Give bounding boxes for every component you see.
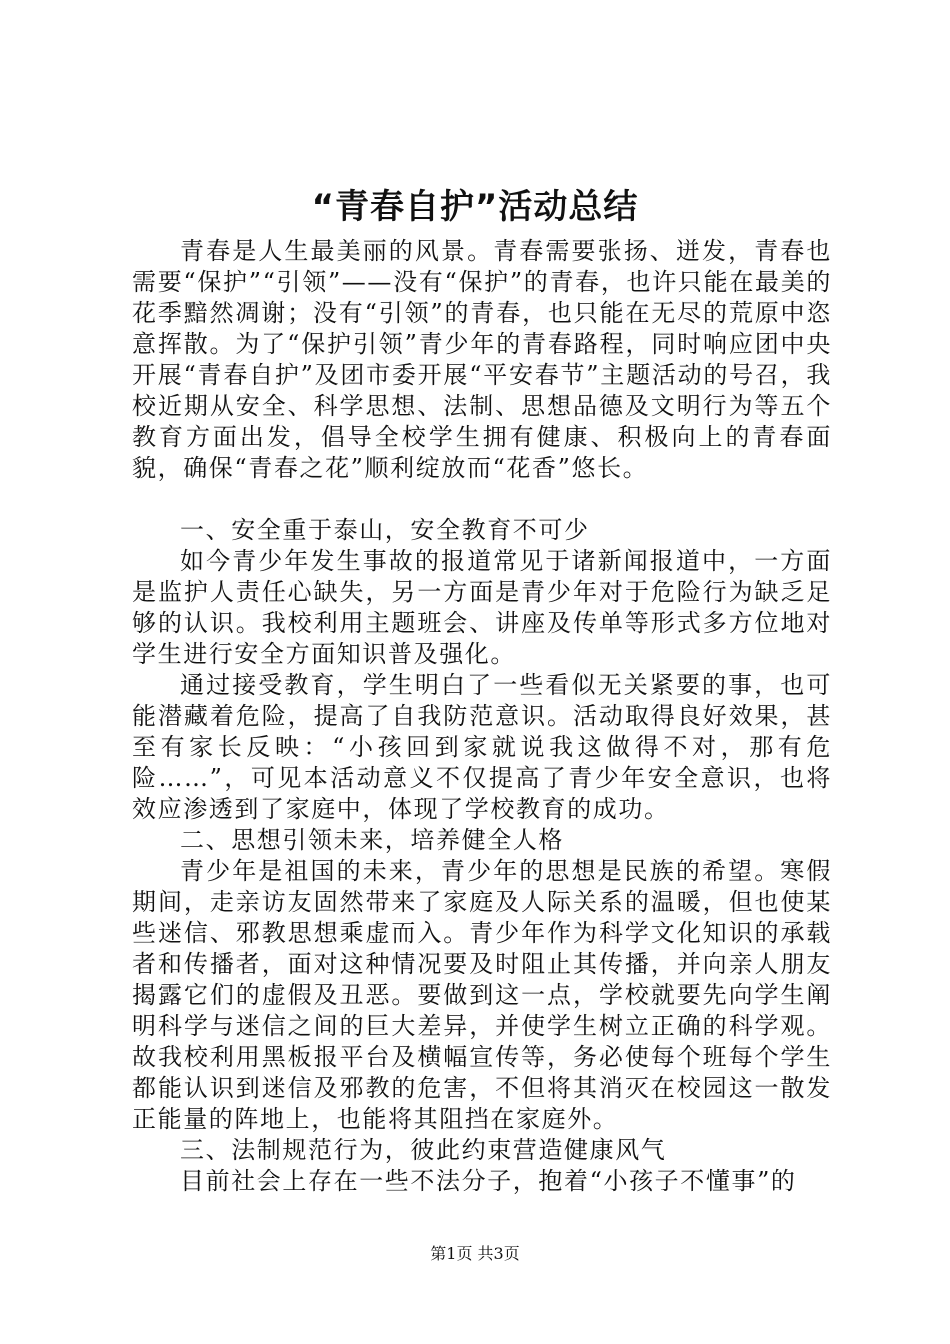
- law-paragraph: 目前社会上存在一些不法分子，抱着“小孩子不懂事”的: [180, 1167, 797, 1195]
- intro-paragraph: 青春是人生最美丽的风景。青春需要张扬、迸发，青春也需要“保护”“引领”——没有“保护”的青春，也许只能在最美的花季黯然凋谢；没有“引领”的青春，也只能在无尽的荒原中恣意挥散。为了“保护引领”青少年的青春路程，同时响应团中央开展“青春自护”及团市委开展“平安春节”主题活动的号召，我校近期从安全、科学思想、法制、思想品德及文明行为等五个教育方面出发，倡导全校学生拥有健康、积极向上的青春面貌，确保“青春之花”顺利绽放而“花香”悠长。: [132, 237, 832, 482]
- section-heading-safety: 一、安全重于泰山，安全教育不可少: [180, 516, 590, 544]
- safety-paragraph-1: 如今青少年发生事故的报道常见于诸新闻报道中，一方面是监护人责任心缺失，另一方面是青少年对于危险行为缺乏足够的认识。我校利用主题班会、讲座及传单等形式多方位地对学生进行安全方面知识普及强化。: [132, 547, 832, 668]
- document-body: [132, 236, 832, 1197]
- section-heading-thought: 二、思想引领未来，培养健全人格: [180, 826, 564, 854]
- safety-paragraph-2: 通过接受教育，学生明白了一些看似无关紧要的事，也可能潜藏着危险，提高了自我防范意识。活动取得良好效果，甚至有家长反映：“小孩回到家就说我这做得不对，那有危险……”，可见本活动意义不仅提高了青少年安全意识，也将效应渗透到了家庭中，体现了学校教育的成功。: [132, 671, 832, 823]
- page-footer: 第1页 共3页: [430, 1244, 520, 1263]
- paragraph-spacer: [132, 484, 832, 515]
- thought-paragraph: 青少年是祖国的未来，青少年的思想是民族的希望。寒假期间，走亲访友固然带来了家庭及人际关系的温暖，但也使某些迷信、邪教思想乘虚而入。青少年作为科学文化知识的承载者和传播者，面对这种情况要及时阻止其传播，并向亲人朋友揭露它们的虚假及丑恶。要做到这一点，学校就要先向学生阐明科学与迷信之间的巨大差异，并使学生树立正确的科学观。故我校利用黑板报平台及横幅宣传等，务必使每个班每个学生都能认识到迷信及邪教的危害，不但将其消灭在校园这一散发正能量的阵地上，也能将其阻挡在家庭外。: [132, 857, 832, 1133]
- document-title: “青春自护”活动总结: [311, 187, 639, 227]
- section-heading-law: 三、法制规范行为，彼此约束营造健康风气: [180, 1136, 667, 1164]
